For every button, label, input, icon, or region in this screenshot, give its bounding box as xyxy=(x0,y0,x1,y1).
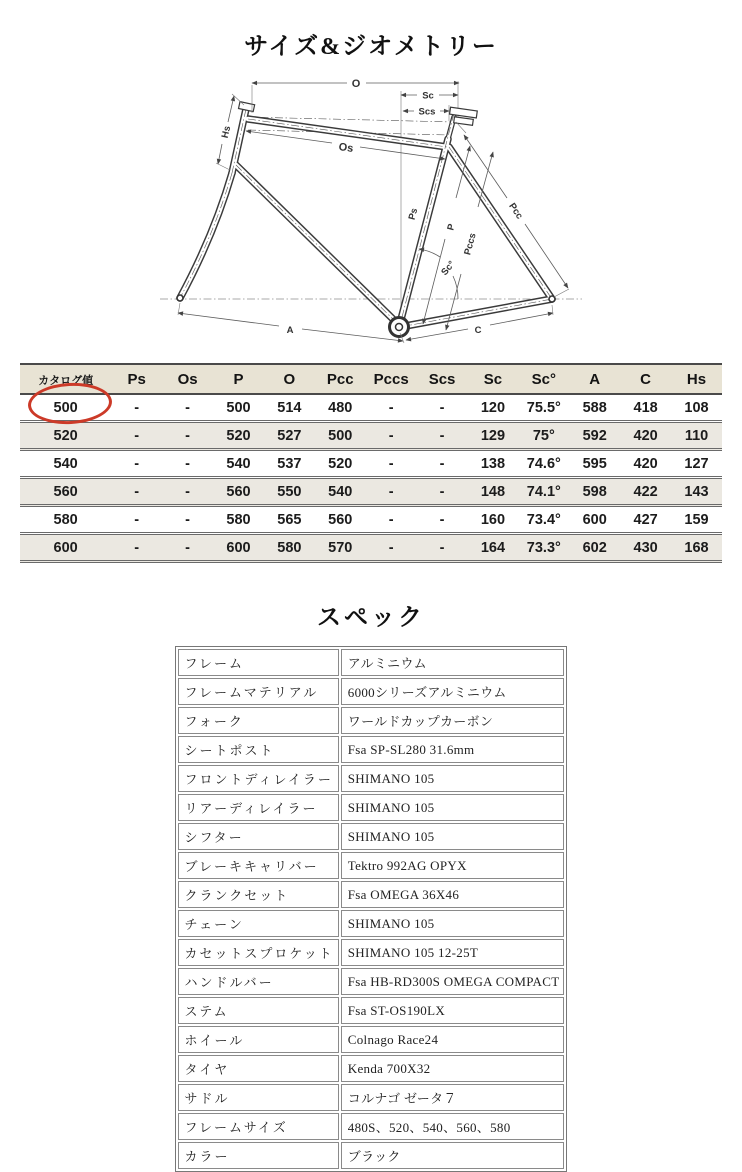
table-cell: SHIMANO 105 12-25T xyxy=(341,939,565,966)
table-cell: 500 xyxy=(315,422,366,450)
table-cell: 595 xyxy=(569,450,620,478)
table-cell: シートポスト xyxy=(178,736,339,763)
table-cell: サドル xyxy=(178,1084,339,1111)
table-cell: 120 xyxy=(480,399,506,416)
frame-geometry-diagram xyxy=(156,67,586,357)
table-cell: - xyxy=(417,450,468,478)
table-cell: 75° xyxy=(518,422,569,450)
table-cell: Fsa SP-SL280 31.6mm xyxy=(341,736,565,763)
table-row xyxy=(20,422,722,450)
table-row xyxy=(178,1084,565,1111)
table-cell: - xyxy=(134,399,140,416)
table-cell: Fsa OMEGA 36X46 xyxy=(341,881,565,908)
table-cell: 138 xyxy=(467,450,518,478)
column-header: Pcc xyxy=(315,364,366,394)
table-cell: フロントディレイラー xyxy=(178,765,339,792)
column-header: P xyxy=(213,364,264,394)
dim-label-p: P xyxy=(445,222,458,232)
table-row xyxy=(178,852,565,879)
table-cell: 602 xyxy=(569,534,620,562)
table-cell: 168 xyxy=(671,534,722,562)
table-cell: 588 xyxy=(582,399,607,416)
table-cell: 520 xyxy=(213,422,264,450)
table-cell: 108 xyxy=(684,399,709,416)
table-cell: 160 xyxy=(467,506,518,534)
table-cell: - xyxy=(366,534,417,562)
table-row xyxy=(178,649,565,676)
table-cell: Fsa ST-OS190LX xyxy=(341,997,565,1024)
table-row xyxy=(178,1026,565,1053)
table-cell: 73.4° xyxy=(518,506,569,534)
table-cell: 514 xyxy=(277,399,302,416)
table-cell: - xyxy=(162,506,213,534)
table-cell: - xyxy=(111,450,162,478)
table-cell: 560 xyxy=(20,478,111,506)
column-header: Pccs xyxy=(366,364,417,394)
table-cell: 500 xyxy=(53,399,78,416)
table-cell: 148 xyxy=(467,478,518,506)
table-cell: SHIMANO 105 xyxy=(341,823,565,850)
table-cell: - xyxy=(417,422,468,450)
table-cell: 418 xyxy=(633,399,658,416)
table-row xyxy=(20,478,722,506)
dim-label-o: O xyxy=(351,78,361,90)
column-header: O xyxy=(264,364,315,394)
table-cell: 537 xyxy=(264,450,315,478)
table-cell: SHIMANO 105 xyxy=(341,794,565,821)
page-title: サイズ&ジオメトリー xyxy=(244,34,498,60)
table-cell: 430 xyxy=(620,534,671,562)
geometry-table xyxy=(20,363,722,563)
table-row xyxy=(178,823,565,850)
table-cell: - xyxy=(366,422,417,450)
table-row xyxy=(20,506,722,534)
table-cell: - xyxy=(111,478,162,506)
column-header: カタログ値 xyxy=(20,364,111,394)
table-row xyxy=(178,1142,565,1169)
spec-title: スペック xyxy=(317,605,425,631)
dim-label-scs: Scs xyxy=(418,106,436,118)
table-cell: - xyxy=(162,422,213,450)
table-cell: Tektro 992AG OPYX xyxy=(341,852,565,879)
table-row xyxy=(178,736,565,763)
table-cell: 127 xyxy=(671,450,722,478)
table-row xyxy=(20,450,722,478)
spec-table xyxy=(175,646,568,1172)
table-cell: ホイール xyxy=(178,1026,339,1053)
table-cell: フレーム xyxy=(178,649,339,676)
table-cell: クランクセット xyxy=(178,881,339,908)
table-cell: カセットスプロケット xyxy=(178,939,339,966)
table-cell: リアーディレイラー xyxy=(178,794,339,821)
table-cell: - xyxy=(417,478,468,506)
table-cell: 75.5° xyxy=(526,399,561,416)
table-cell: - xyxy=(366,478,417,506)
table-cell: 129 xyxy=(467,422,518,450)
dim-label-pcc: Pcc xyxy=(506,201,525,222)
geometry-header-row xyxy=(20,364,722,394)
table-row xyxy=(178,707,565,734)
table-row xyxy=(178,1113,565,1140)
dim-label-a: A xyxy=(286,325,294,336)
table-row xyxy=(178,939,565,966)
table-cell: 480S、520、540、560、580 xyxy=(341,1113,565,1140)
bike-frame-drawing xyxy=(156,67,586,357)
table-cell: 592 xyxy=(569,422,620,450)
table-cell: 480 xyxy=(328,399,353,416)
size-geometry-section xyxy=(0,0,742,563)
table-cell: アルミニウム xyxy=(341,649,565,676)
table-cell: - xyxy=(366,450,417,478)
table-row xyxy=(20,394,722,422)
table-cell: コルナゴ ゼータ７ xyxy=(341,1084,565,1111)
table-cell: SHIMANO 105 xyxy=(341,910,565,937)
table-cell: 422 xyxy=(620,478,671,506)
table-cell: 580 xyxy=(20,506,111,534)
table-cell: - xyxy=(162,478,213,506)
front-dropout xyxy=(177,295,183,301)
table-cell: フレームサイズ xyxy=(178,1113,339,1140)
spec-section xyxy=(0,563,742,1172)
table-cell: フレームマテリアル xyxy=(178,678,339,705)
table-cell: 600 xyxy=(213,534,264,562)
table-cell: タイヤ xyxy=(178,1055,339,1082)
table-row xyxy=(178,794,565,821)
column-header: C xyxy=(620,364,671,394)
table-cell: 540 xyxy=(315,478,366,506)
table-cell: 74.1° xyxy=(518,478,569,506)
spec-table-body xyxy=(178,649,565,1169)
table-cell: - xyxy=(417,506,468,534)
table-cell: 6000シリーズアルミニウム xyxy=(341,678,565,705)
table-row xyxy=(178,968,565,995)
table-cell: 420 xyxy=(620,422,671,450)
table-cell: - xyxy=(439,399,445,416)
bottom-bracket xyxy=(390,318,409,337)
table-cell: 570 xyxy=(315,534,366,562)
table-cell: 420 xyxy=(620,450,671,478)
table-cell: ブレーキキャリバー xyxy=(178,852,339,879)
column-header: Os xyxy=(162,364,213,394)
table-cell: 520 xyxy=(20,422,111,450)
table-cell: - xyxy=(162,534,213,562)
table-row xyxy=(178,765,565,792)
table-cell: ハンドルバー xyxy=(178,968,339,995)
table-cell: Fsa HB-RD300S OMEGA COMPACT xyxy=(341,968,565,995)
table-row xyxy=(178,881,565,908)
table-cell: チェーン xyxy=(178,910,339,937)
column-header: Ps xyxy=(111,364,162,394)
dim-label-sc: Sc xyxy=(422,90,434,102)
table-cell: 565 xyxy=(264,506,315,534)
table-cell: ワールドカップカーボン xyxy=(341,707,565,734)
table-cell: 73.3° xyxy=(518,534,569,562)
table-cell: 427 xyxy=(620,506,671,534)
table-cell: 500 xyxy=(226,399,251,416)
dim-label-ps: Ps xyxy=(406,207,421,222)
geometry-table-wrap xyxy=(20,363,722,563)
table-cell: 520 xyxy=(315,450,366,478)
table-cell: 600 xyxy=(569,506,620,534)
table-cell: 560 xyxy=(315,506,366,534)
table-cell: 159 xyxy=(671,506,722,534)
table-cell: 560 xyxy=(213,478,264,506)
frame-tubes xyxy=(180,106,552,329)
table-cell: 164 xyxy=(467,534,518,562)
table-row xyxy=(178,678,565,705)
table-cell: - xyxy=(388,399,394,416)
column-header: A xyxy=(569,364,620,394)
column-header: Hs xyxy=(671,364,722,394)
table-row xyxy=(178,1055,565,1082)
table-cell: - xyxy=(417,534,468,562)
table-cell: カラー xyxy=(178,1142,339,1169)
table-cell: 580 xyxy=(213,506,264,534)
table-row xyxy=(20,534,722,562)
dim-label-sc-angle: Sc° xyxy=(439,258,458,278)
table-cell: - xyxy=(111,422,162,450)
dim-label-hs: Hs xyxy=(219,124,234,140)
table-cell: 527 xyxy=(264,422,315,450)
table-cell: Colnago Race24 xyxy=(341,1026,565,1053)
table-cell: 598 xyxy=(569,478,620,506)
table-cell: - xyxy=(185,399,190,416)
table-cell: 540 xyxy=(20,450,111,478)
table-cell: SHIMANO 105 xyxy=(341,765,565,792)
column-header: Sc xyxy=(467,364,518,394)
table-cell: 540 xyxy=(213,450,264,478)
table-cell: - xyxy=(111,506,162,534)
table-cell: ステム xyxy=(178,997,339,1024)
table-cell: 550 xyxy=(264,478,315,506)
dim-label-c: C xyxy=(474,325,482,336)
table-cell: 110 xyxy=(671,422,722,450)
dim-label-os: Os xyxy=(337,141,355,155)
geometry-table-body xyxy=(20,394,722,562)
table-cell: 74.6° xyxy=(518,450,569,478)
table-cell: フォーク xyxy=(178,707,339,734)
table-cell: - xyxy=(366,506,417,534)
dim-label-pccs: Pccs xyxy=(462,231,479,257)
table-cell: Kenda 700X32 xyxy=(341,1055,565,1082)
column-header: Sc° xyxy=(518,364,569,394)
table-row xyxy=(178,910,565,937)
table-cell: シフター xyxy=(178,823,339,850)
table-cell: 600 xyxy=(20,534,111,562)
table-cell: 580 xyxy=(264,534,315,562)
table-cell: - xyxy=(162,450,213,478)
table-cell: - xyxy=(111,534,162,562)
table-row xyxy=(178,997,565,1024)
column-header: Scs xyxy=(417,364,468,394)
table-cell: ブラック xyxy=(341,1142,565,1169)
table-cell: 143 xyxy=(671,478,722,506)
